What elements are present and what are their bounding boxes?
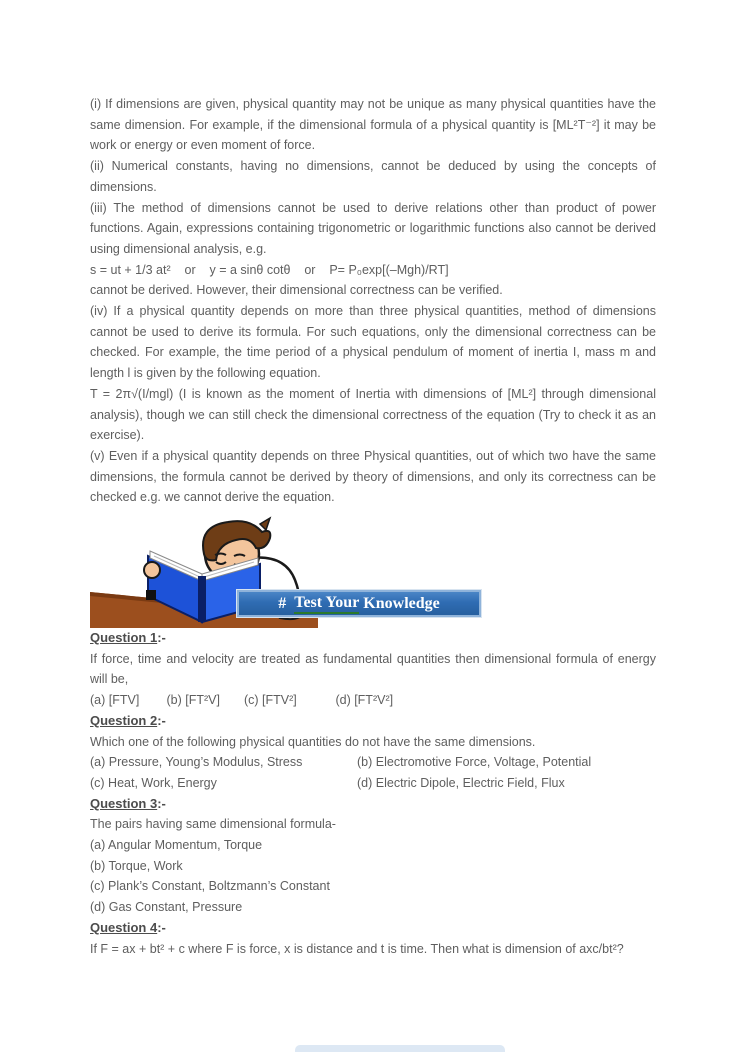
q3-option-b: (b) Torque, Work: [90, 858, 183, 873]
q1-option-c: (c) [FTV²]: [243, 693, 297, 708]
document-content: [90, 94, 656, 959]
question-4-body: If F = ax + bt² + c where F is force, x is distance and t is time. Then what is dimension of axc/bt²?: [90, 941, 624, 956]
paragraph-iii: (iii) The method of dimensions cannot be used to derive relations other than product of power functions. Again, expressions containing trigonometric or logarithmic functions also cannot be derived using dimensional analysis, e.g.: [90, 200, 656, 256]
question-3-options: [90, 835, 656, 918]
question-4-heading: Question 4:-: [90, 919, 166, 935]
illustration-and-banner-row: [90, 508, 656, 628]
question-1-options: [90, 690, 656, 711]
banner-title-underlined: Test Your: [294, 594, 359, 614]
q2-option-b: (b) Electromotive Force, Voltage, Potential: [357, 755, 592, 770]
q3-option-d: (d) Gas Constant, Pressure: [90, 900, 243, 915]
q2-option-a: (a) Pressure, Young’s Modulus, Stress: [90, 755, 303, 770]
boy-hand: [144, 562, 160, 578]
q1-option-d: (d) [FT²V²]: [335, 693, 394, 708]
question-1-body: If force, time and velocity are treated as fundamental quantities then dimensional formula of energy will be,: [90, 651, 656, 687]
banner-title-rest: Knowledge: [359, 594, 440, 612]
q3-option-a: (a) Angular Momentum, Torque: [90, 838, 263, 853]
paragraph-iv: (iv) If a physical quantity depends on more than three physical quantities, method of dimensions cannot be used to derive its formula. For such equations, only the dimensional correctness can be checked. For example, the time period of a physical pendulum of moment of inertia I, mass m and length l is given by the following equation.: [90, 304, 656, 381]
paragraph-v: (v) Even if a physical quantity depends on three Physical quantities, out of which two have the same dimensions, the formula cannot be derived by theory of dimensions, and only its correctness can be checked e.g. we cannot derive the equation.: [90, 448, 656, 505]
q2-option-d: (d) Electric Dipole, Electric Field, Flux: [357, 775, 565, 790]
paragraph-ii: (ii) Numerical constants, having no dimensions, cannot be deduced by using the concepts of dimensions.: [90, 159, 656, 194]
q2-option-c: (c) Heat, Work, Energy: [90, 775, 217, 790]
question-3-heading: Question 3:-: [90, 795, 166, 811]
question-2-heading: Question 2:-: [90, 712, 166, 728]
question-2-options: [90, 752, 656, 793]
q1-option-b: (b) [FT²V]: [166, 693, 220, 708]
question-3-body: The pairs having same dimensional formula-: [90, 817, 336, 832]
q3-option-c: (c) Plank’s Constant, Boltzmann’s Constant: [90, 879, 330, 894]
question-1-heading: Question 1:-: [90, 630, 166, 646]
test-your-knowledge-banner: [237, 590, 481, 617]
question-2-body: Which one of the following physical quantities do not have the same dimensions.: [90, 734, 536, 749]
paragraph-iii-continued: cannot be derived. However, their dimensional correctness can be verified.: [90, 283, 503, 298]
paragraph-i: (i) If dimensions are given, physical quantity may not be unique as many physical quantities have the same dimension. For example, if the dimensional formula of a physical quantity is [ML²T⁻²] it may be work or energy or even moment of force.: [90, 97, 656, 153]
q1-option-a: (a) [FTV]: [90, 693, 140, 708]
partial-next-banner-edge: [295, 1045, 505, 1052]
equation-line: s = ut + 1/3 at² or y = a sinθ cotθ or P= P₀exp[(–Mgh)/RT]: [90, 262, 449, 277]
pendulum-equation-note: T = 2π√(I/mgl) (I is known as the moment of Inertia with dimensions of [ML²] through dimensional analysis), though we can still check the dimensional correctness of the equation (Try to check it as an exercise).: [90, 386, 656, 443]
banner-hash: #: [278, 594, 295, 612]
